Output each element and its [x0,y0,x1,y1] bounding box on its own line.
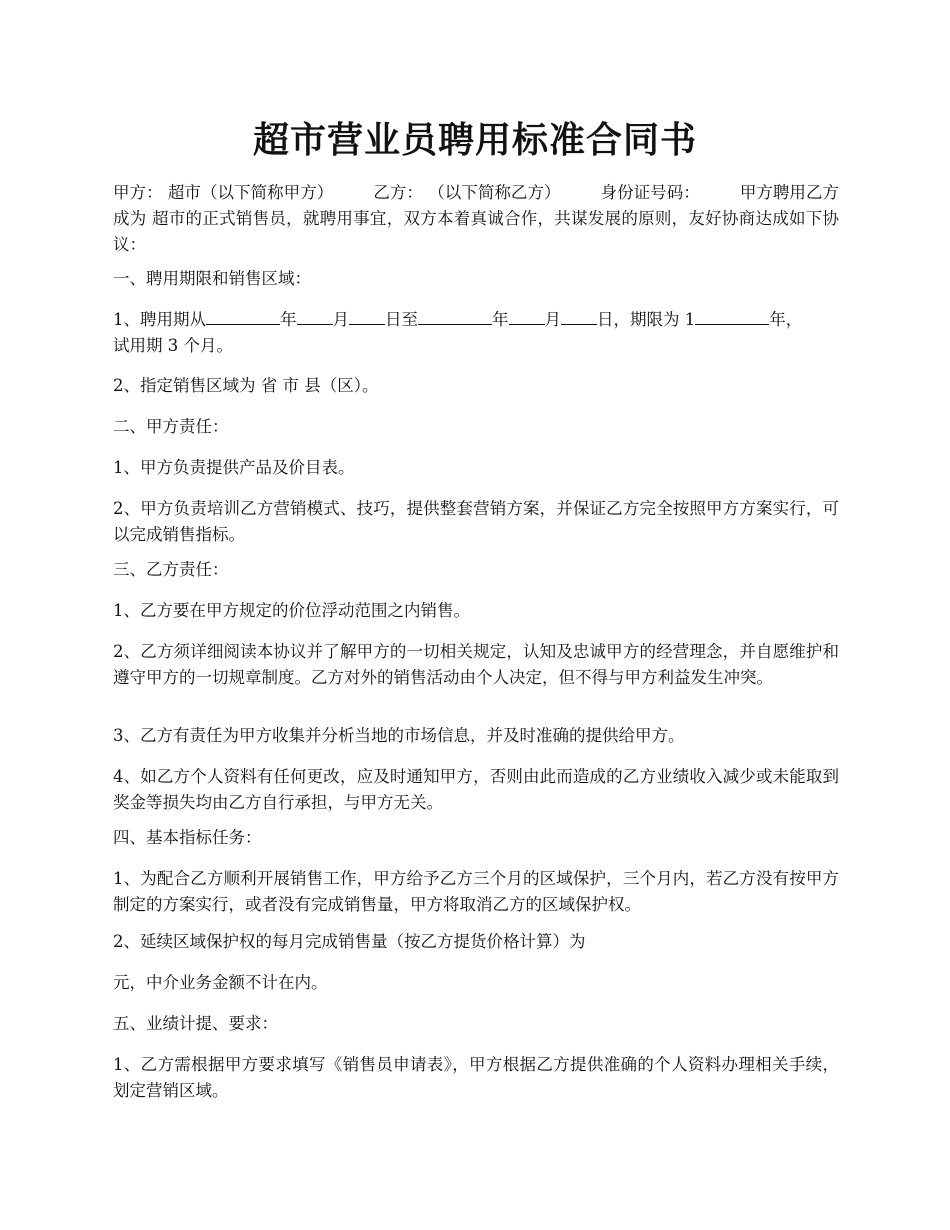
clause-2-1: 1、甲方负责提供产品及价目表。 [113,458,355,477]
section-heading-4: 四、基本指标任务： [113,828,262,847]
clause-4-1: 1、为配合乙方顺利开展销售工作，甲方给予乙方三个月的区域保护，三个月内，若乙方没有按甲方制定的方案实行，或者没有完成销售量，甲方将取消乙方的区域保护权。 [113,869,839,914]
clause-1-2: 2、指定销售区域为 省 市 县（区）。 [113,376,379,395]
intro-text: 甲方聘用乙方成为 超市的正式销售员，就聘用事宜，双方本着真诚合作，共谋发展的原则，友好协商达成如下协议： [113,183,840,254]
clause-4-2-continued: 元，中介业务金额不计在内。 [113,973,328,992]
page-title: 超市营业员聘用标准合同书 [252,119,697,161]
section-heading-3: 三、乙方责任： [113,560,229,579]
term-clause: 1、聘用期从 年 月 日至 年 月 日，期限为 1 年， 试用期 3 个月。 [113,310,803,355]
clause-3-3: 3、乙方有责任为甲方收集并分析当地的市场信息，并及时准确的提供给甲方。 [113,726,685,745]
clause-3-4: 4、如乙方个人资料有任何更改，应及时通知甲方，否则由此而造成的乙方业绩收入减少或未能取到奖金等损失均由乙方自行承担，与甲方无关。 [113,767,839,812]
clause-3-1: 1、乙方要在甲方规定的价位浮动范围之内销售。 [113,601,470,620]
term-years-blank [695,309,769,325]
section-heading-2: 二、甲方责任： [113,417,229,436]
end-month-blank [509,309,545,325]
end-day-blank [561,309,597,325]
clause-5-1: 1、乙方需根据甲方要求填写《销售员申请表》，甲方根据乙方提供准确的个人资料办理相关手续，划定营销区域。 [113,1055,839,1100]
intro-paragraph [113,180,839,258]
id-number-label: 身份证号码： [600,183,700,202]
start-month-blank [297,309,333,325]
end-year-blank [418,309,492,325]
start-year-blank [206,309,280,325]
section-heading-5: 五、业绩计提、要求： [113,1014,278,1033]
clause-3-2: 2、乙方须详细阅读本协议并了解甲方的一切相关规定，认知及忠诚甲方的经营理念，并自愿维护和遵守甲方的一切规章制度。乙方对外的销售活动由个人决定，但不得与甲方利益发生冲突。 [113,642,839,687]
section-heading-1: 一、聘用期限和销售区域： [113,269,311,288]
start-day-blank [349,309,385,325]
party-b-label: 乙方： （以下简称乙方） [373,183,561,202]
clause-2-2: 2、甲方负责培训乙方营销模式、技巧，提供整套营销方案，并保证乙方完全按照甲方方案实行，可以完成销售指标。 [113,499,839,544]
clause-4-2: 2、延续区域保护权的每月完成销售量（按乙方提货价格计算）为 [113,932,586,951]
party-a-label: 甲方： 超市（以下简称甲方） [113,183,334,202]
